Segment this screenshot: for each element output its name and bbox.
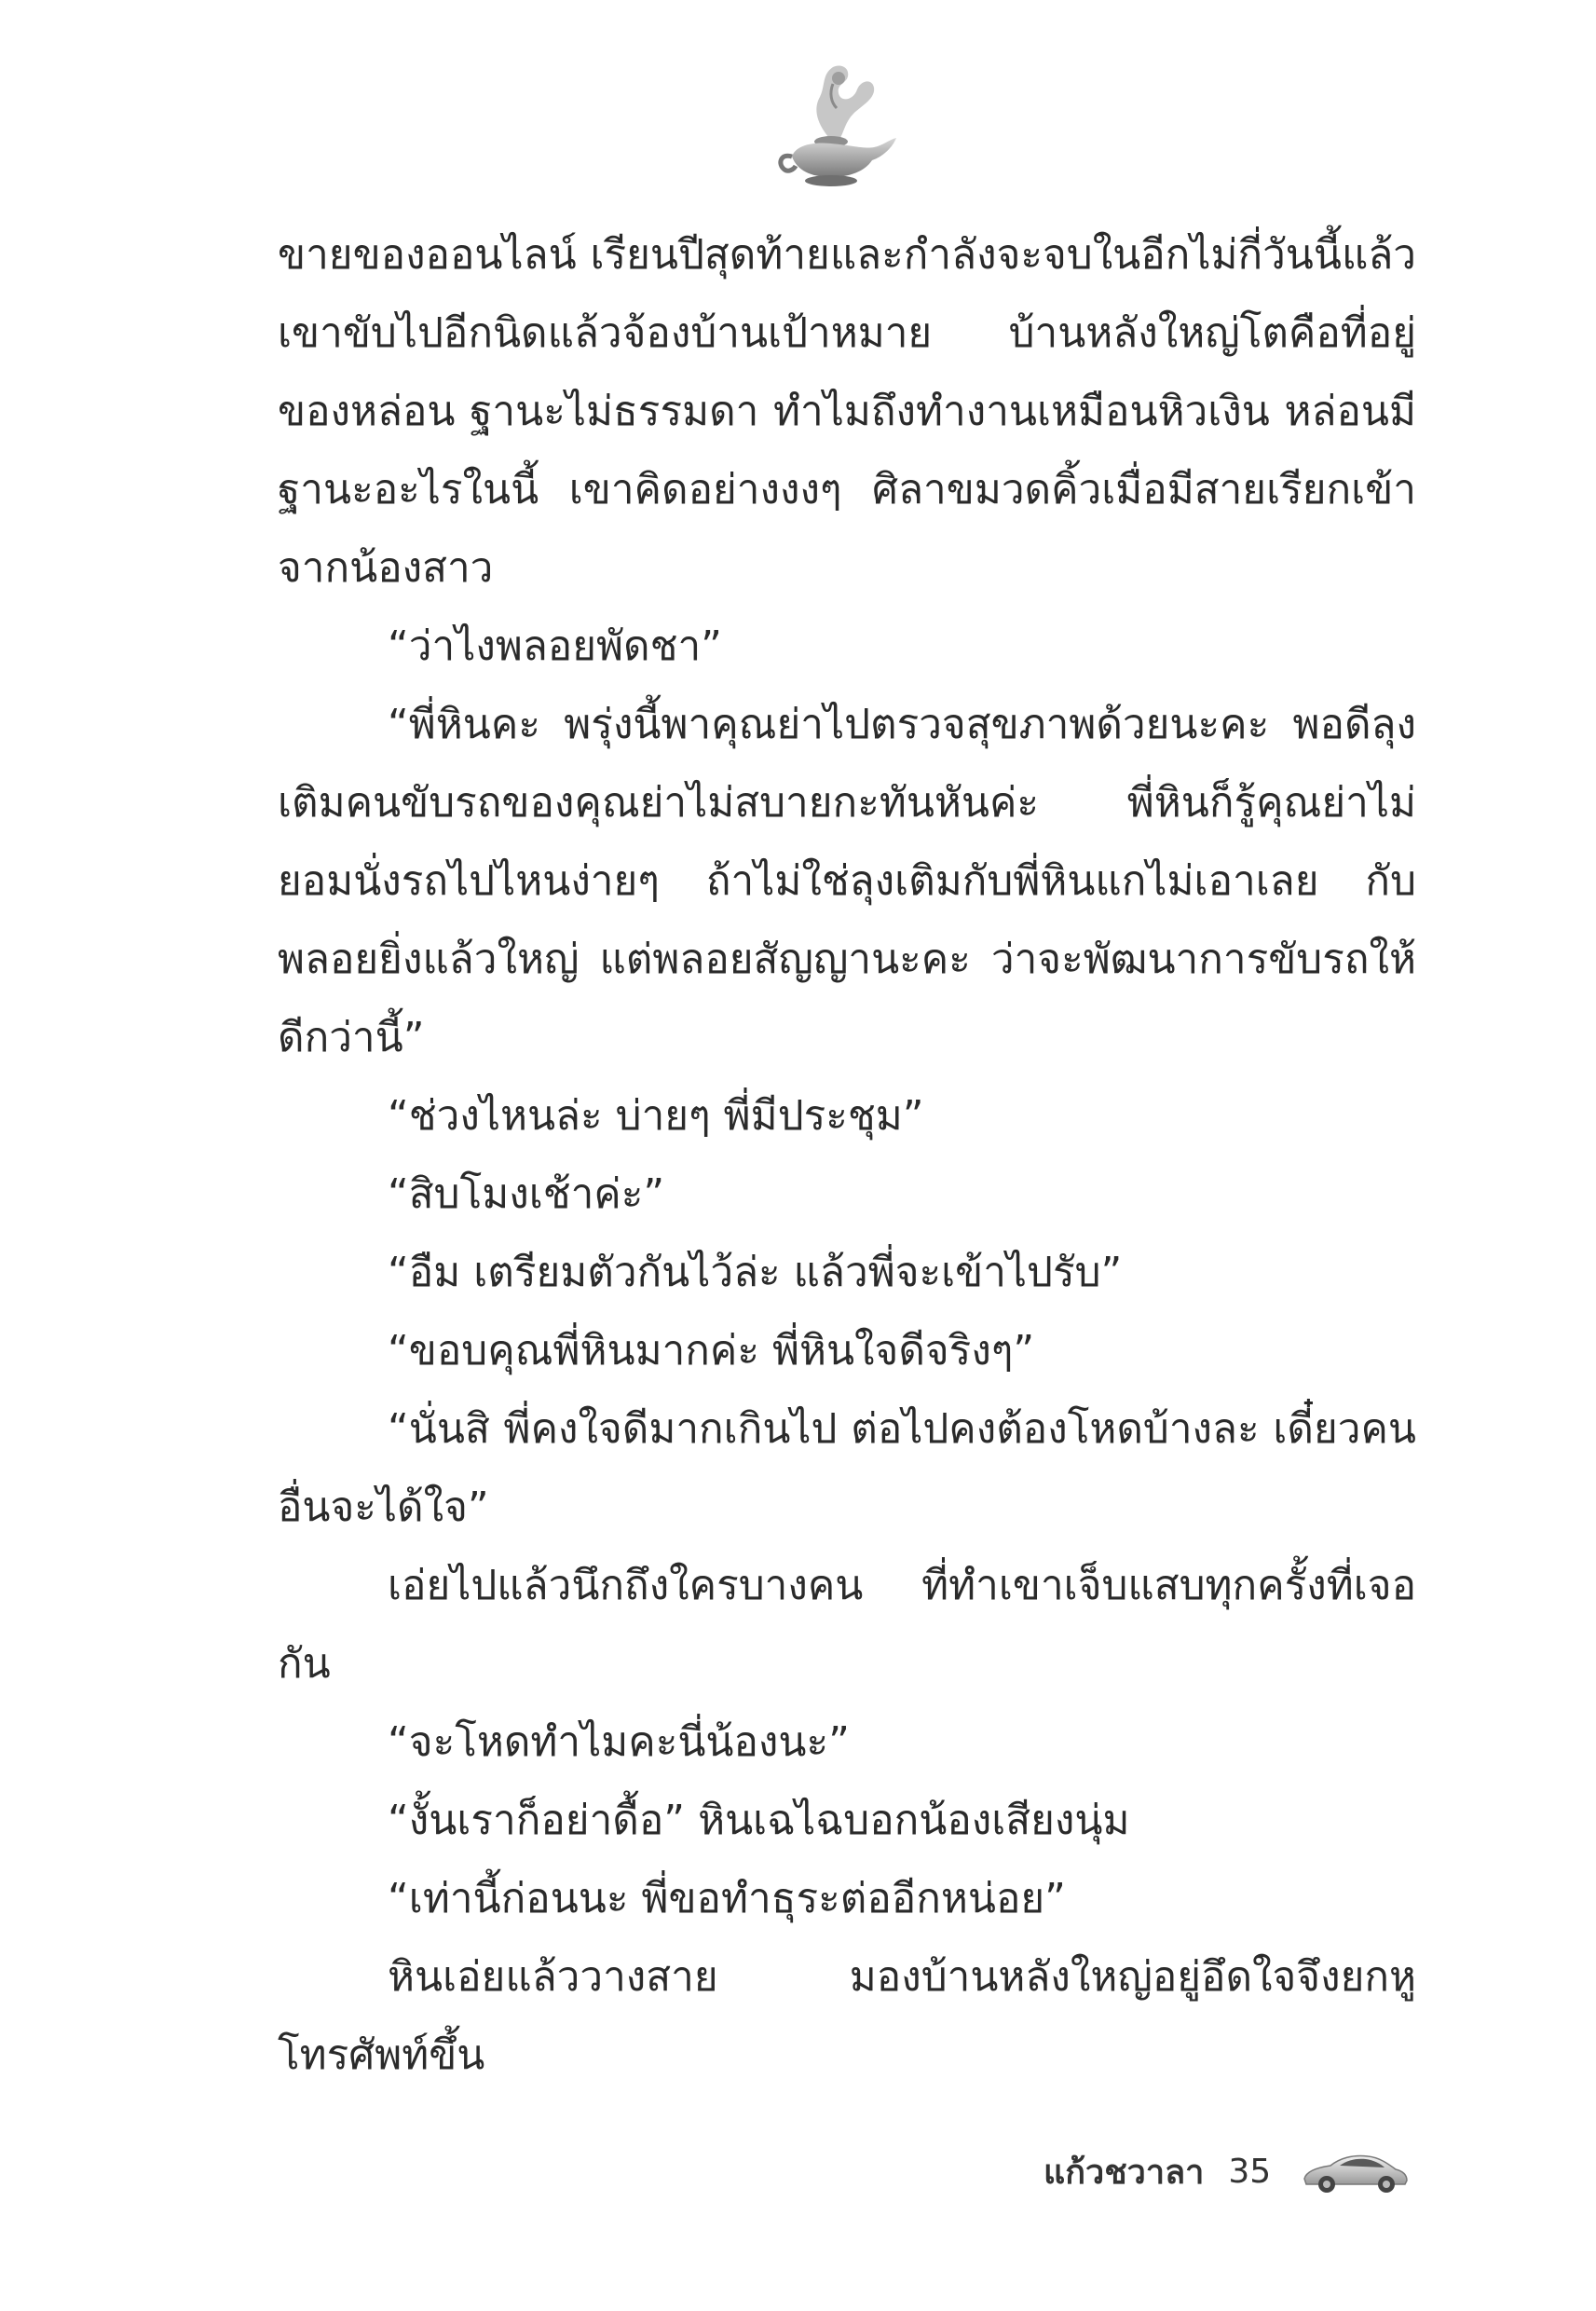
- body-text: [278, 216, 1416, 2095]
- dialogue-line: “เท่านี้ก่อนนะ พี่ขอทำธุระต่ออีกหน่อย”: [388, 1875, 1066, 1922]
- dialogue-line: “งั้นเราก็อย่าดื้อ” หินเฉไฉบอกน้องเสียงนุ่ม: [388, 1797, 1130, 1844]
- dialogue-line: “ว่าไงพลอยพัดชา”: [388, 622, 722, 670]
- dialogue-line: “อืม เตรียมตัวกันไว้ล่ะ แล้วพี่จะเข้าไปรับ”: [388, 1249, 1123, 1296]
- paragraph: หินเอ่ยแล้ววางสาย มองบ้านหลังใหญ่อยู่อึดใจจึงยกหูโทรศัพท์ขึ้น: [278, 1953, 1416, 2079]
- book-title: แก้วชวาลา: [1044, 2153, 1205, 2192]
- dialogue-line: “จะโหดทำไมคะนี่น้องนะ”: [388, 1718, 850, 1766]
- magic-lamp-with-genie-icon: [764, 56, 904, 196]
- paragraph: ขายของออนไลน์ เรียนปีสุดท้ายและกำลังจะจบในอีกไม่กี่วันนี้แล้ว เขาขับไปอีกนิดแล้วจ้องบ้านเป้าหมาย บ้านหลังใหญ่โตคือที่อยู่ของหล่อน ฐานะไม่ธรรมดา ทำไมถึงทำงานเหมือนหิวเงิน หล่อนมีฐานะอะไรในนี้ เขาคิดอย่างงงๆ ศิลาขมวดคิ้วเมื่อมีสายเรียกเข้าจากน้องสาว: [278, 231, 1416, 592]
- dialogue-line: “นั่นสิ พี่คงใจดีมากเกินไป ต่อไปคงต้องโหดบ้างละ เดี๋ยวคนอื่นจะได้ใจ”: [278, 1405, 1416, 1531]
- dialogue-line: “ขอบคุณพี่หินมากค่ะ พี่หินใจดีจริงๆ”: [388, 1327, 1035, 1374]
- page-footer: [1044, 2134, 1491, 2208]
- dialogue-line: “สิบโมงเช้าค่ะ”: [388, 1170, 665, 1218]
- paragraph: เอ่ยไปแล้วนึกถึงใครบางคน ที่ทำเขาเจ็บแสบทุกครั้งที่เจอกัน: [278, 1562, 1416, 1688]
- page-number: 35: [1228, 2152, 1272, 2191]
- sports-car-icon: [1299, 2143, 1411, 2199]
- dialogue-line: “พี่หินคะ พรุ่งนี้พาคุณย่าไปตรวจสุขภาพด้วยนะคะ พอดีลุงเติมคนขับรถของคุณย่าไม่สบายกะทันหันค่ะ พี่หินก็รู้คุณย่าไม่ยอมนั่งรถไปไหนง่ายๆ ถ้าไม่ใช่ลุงเติมกับพี่หินแกไม่เอาเลย กับพลอยยิ่งแล้วใหญ่ แต่พลอยสัญญานะคะ ว่าจะพัฒนาการขับรถให้ดีกว่านี้”: [278, 701, 1416, 1061]
- dialogue-line: “ช่วงไหนล่ะ บ่ายๆ พี่มีประชุม”: [388, 1092, 924, 1140]
